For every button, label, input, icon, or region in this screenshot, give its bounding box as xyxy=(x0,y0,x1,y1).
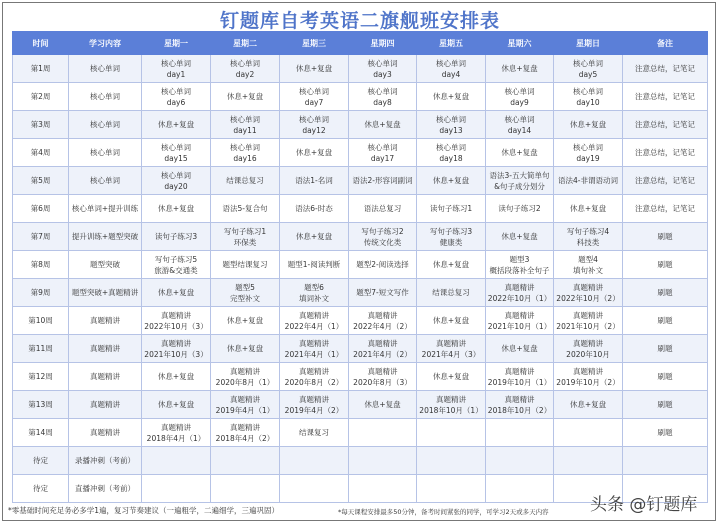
table-cell: 休息+复盘 xyxy=(142,111,211,139)
week-cell: 待定 xyxy=(13,447,69,475)
table-cell: 真题精讲 2021年10月（1） xyxy=(486,307,554,335)
column-header: 星期二 xyxy=(211,32,280,55)
table-row xyxy=(13,279,708,307)
week-cell: 第6周 xyxy=(13,195,69,223)
table-cell: 录播冲刺（考前） xyxy=(69,447,142,475)
table-cell: 核心单词 day17 xyxy=(349,139,417,167)
week-cell: 第13周 xyxy=(13,391,69,419)
week-cell: 第12周 xyxy=(13,363,69,391)
table-cell: 真题精讲 2019年10月（1） xyxy=(486,363,554,391)
table-cell xyxy=(486,475,554,503)
table-cell: 核心单词 day10 xyxy=(554,83,623,111)
table-cell: 休息+复盘 xyxy=(280,139,349,167)
table-cell xyxy=(142,447,211,475)
table-cell: 题型突破+真题精讲 xyxy=(69,279,142,307)
table-cell: 语法总复习 xyxy=(349,195,417,223)
table-cell: 真题精讲 2020年10月 xyxy=(554,335,623,363)
table-cell xyxy=(417,419,486,447)
table-cell: 真题精讲 xyxy=(69,419,142,447)
table-cell xyxy=(554,419,623,447)
table-cell: 休息+复盘 xyxy=(142,363,211,391)
footer-note-left: *零基础时间充足务必多学1遍，复习节奏建议（一遍粗学，二遍细学，三遍巩固） xyxy=(8,506,280,515)
table-cell: 题型5 完型补文 xyxy=(211,279,280,307)
table-cell xyxy=(349,447,417,475)
table-cell: 核心单词 day9 xyxy=(486,83,554,111)
table-cell: 核心单词 day5 xyxy=(554,55,623,83)
table-cell: 休息+复盘 xyxy=(142,279,211,307)
table-cell: 真题精讲 xyxy=(69,363,142,391)
table-cell: 写句子练习1 环保类 xyxy=(211,223,280,251)
table-cell: 刷题 xyxy=(623,307,708,335)
table-cell: 刷题 xyxy=(623,251,708,279)
table-cell: 真题精讲 2021年4月（2） xyxy=(349,335,417,363)
table-cell: 题型结课复习 xyxy=(211,251,280,279)
table-cell: 语法3-五大简单句 &句子成分划分 xyxy=(486,167,554,195)
column-header: 星期三 xyxy=(280,32,349,55)
table-cell: 休息+复盘 xyxy=(554,391,623,419)
column-header: 学习内容 xyxy=(69,32,142,55)
column-header: 星期四 xyxy=(349,32,417,55)
page-title: 钉题库自考英语二旗舰班安排表 xyxy=(219,10,500,32)
table-cell: 语法4-非谓语动词 xyxy=(554,167,623,195)
table-cell: 注意总结，记笔记 xyxy=(623,55,708,83)
table-cell: 核心单词 day20 xyxy=(142,167,211,195)
table-cell xyxy=(211,475,280,503)
table-cell: 结课总复习 xyxy=(417,279,486,307)
table-cell: 真题精讲 2021年10月（2） xyxy=(554,307,623,335)
table-cell: 真题精讲 2021年4月（3） xyxy=(417,335,486,363)
table-cell: 休息+复盘 xyxy=(486,335,554,363)
table-cell: 题型1-阅读判断 xyxy=(280,251,349,279)
week-cell: 第14周 xyxy=(13,419,69,447)
table-cell: 真题精讲 2021年4月（1） xyxy=(280,335,349,363)
table-row xyxy=(13,167,708,195)
table-cell: 核心单词 day16 xyxy=(211,139,280,167)
table-cell xyxy=(486,447,554,475)
table-cell: 注意总结，记笔记 xyxy=(623,83,708,111)
table-cell: 读句子练习2 xyxy=(486,195,554,223)
table-row xyxy=(13,55,708,83)
week-cell: 待定 xyxy=(13,475,69,503)
table-row xyxy=(13,223,708,251)
table-cell xyxy=(417,475,486,503)
table-cell: 真题精讲 2019年4月（2） xyxy=(280,391,349,419)
table-cell: 休息+复盘 xyxy=(280,223,349,251)
table-cell: 注意总结，记笔记 xyxy=(623,167,708,195)
table-cell: 真题精讲 2022年4月（1） xyxy=(280,307,349,335)
table-cell: 核心单词 day18 xyxy=(417,139,486,167)
table-cell: 语法1-名词 xyxy=(280,167,349,195)
table-cell: 核心单词 day19 xyxy=(554,139,623,167)
table-cell: 休息+复盘 xyxy=(211,335,280,363)
table-cell: 写句子练习5 旅游&交通类 xyxy=(142,251,211,279)
table-cell xyxy=(280,447,349,475)
week-cell: 第9周 xyxy=(13,279,69,307)
table-cell: 休息+复盘 xyxy=(486,139,554,167)
table-cell: 核心单词 day11 xyxy=(211,111,280,139)
week-cell: 第4周 xyxy=(13,139,69,167)
table-cell: 结课总复习 xyxy=(211,167,280,195)
table-cell: 休息+复盘 xyxy=(417,83,486,111)
table-cell: 真题精讲 2020年8月（1） xyxy=(211,363,280,391)
table-cell xyxy=(211,447,280,475)
table-cell: 语法2-形容词副词 xyxy=(349,167,417,195)
table-cell: 休息+复盘 xyxy=(554,195,623,223)
week-cell: 第5周 xyxy=(13,167,69,195)
table-cell xyxy=(349,475,417,503)
table-cell: 真题精讲 xyxy=(69,335,142,363)
table-cell: 直播冲刺（考前） xyxy=(69,475,142,503)
table-cell: 写句子练习4 科技类 xyxy=(554,223,623,251)
table-cell: 刷题 xyxy=(623,279,708,307)
column-header: 星期日 xyxy=(554,32,623,55)
week-cell: 第11周 xyxy=(13,335,69,363)
table-cell: 休息+复盘 xyxy=(417,167,486,195)
week-cell: 第10周 xyxy=(13,307,69,335)
table-cell: 题型4 填句补文 xyxy=(554,251,623,279)
header-row xyxy=(13,32,708,55)
table-cell: 核心单词 day15 xyxy=(142,139,211,167)
table-cell: 核心单词 day12 xyxy=(280,111,349,139)
table-cell: 休息+复盘 xyxy=(211,307,280,335)
table-cell: 注意总结，记笔记 xyxy=(623,111,708,139)
table-cell: 休息+复盘 xyxy=(417,363,486,391)
table-cell xyxy=(142,475,211,503)
table-row xyxy=(13,251,708,279)
table-cell: 读句子练习3 xyxy=(142,223,211,251)
table-cell: 写句子练习2 传统文化类 xyxy=(349,223,417,251)
table-cell: 核心单词 day3 xyxy=(349,55,417,83)
column-header: 星期一 xyxy=(142,32,211,55)
table-cell: 真题精讲 2022年4月（2） xyxy=(349,307,417,335)
table-row xyxy=(13,83,708,111)
table-row xyxy=(13,391,708,419)
table-cell: 休息+复盘 xyxy=(417,307,486,335)
table-cell xyxy=(280,475,349,503)
table-row xyxy=(13,195,708,223)
table-row xyxy=(13,111,708,139)
table-cell: 结课复习 xyxy=(280,419,349,447)
table-cell: 题型6 填词补文 xyxy=(280,279,349,307)
table-cell: 核心单词 xyxy=(69,83,142,111)
column-header: 备注 xyxy=(623,32,708,55)
table-row xyxy=(13,447,708,475)
table-cell: 休息+复盘 xyxy=(211,83,280,111)
table-cell: 休息+复盘 xyxy=(142,391,211,419)
table-cell xyxy=(554,447,623,475)
table-cell: 语法6-时态 xyxy=(280,195,349,223)
week-cell: 第2周 xyxy=(13,83,69,111)
table-cell: 语法5-复合句 xyxy=(211,195,280,223)
table-cell: 真题精讲 xyxy=(69,307,142,335)
table-cell: 真题精讲 2018年4月（2） xyxy=(211,419,280,447)
table-cell: 核心单词 xyxy=(69,167,142,195)
table-row xyxy=(13,419,708,447)
table-cell: 真题精讲 2020年8月（3） xyxy=(349,363,417,391)
table-row xyxy=(13,307,708,335)
table-cell: 题型突破 xyxy=(69,251,142,279)
column-header: 星期五 xyxy=(417,32,486,55)
column-header: 时间 xyxy=(13,32,69,55)
table-cell: 真题精讲 2019年10月（2） xyxy=(554,363,623,391)
table-cell: 核心单词 xyxy=(69,111,142,139)
table-row xyxy=(13,335,708,363)
table-cell: 休息+复盘 xyxy=(417,251,486,279)
table-cell: 刷题 xyxy=(623,391,708,419)
week-cell: 第3周 xyxy=(13,111,69,139)
table-cell: 真题精讲 2020年8月（2） xyxy=(280,363,349,391)
table-cell xyxy=(623,447,708,475)
table-cell: 真题精讲 2018年10月（1） xyxy=(417,391,486,419)
table-cell: 核心单词 day13 xyxy=(417,111,486,139)
table-cell: 注意总结，记笔记 xyxy=(623,139,708,167)
table-cell: 真题精讲 xyxy=(69,391,142,419)
table-cell: 核心单词 day8 xyxy=(349,83,417,111)
brand-watermark: 头条 @钉题库 xyxy=(590,495,698,515)
table-cell: 题型3 概括段落补全句子 xyxy=(486,251,554,279)
week-cell: 第8周 xyxy=(13,251,69,279)
table-cell xyxy=(349,419,417,447)
table-cell: 休息+复盘 xyxy=(280,55,349,83)
table-cell: 真题精讲 2022年10月（3） xyxy=(142,307,211,335)
table-row xyxy=(13,139,708,167)
table-cell: 提升训练+题型突破 xyxy=(69,223,142,251)
table-cell: 休息+复盘 xyxy=(349,111,417,139)
table-cell: 刷题 xyxy=(623,419,708,447)
table-cell xyxy=(486,419,554,447)
table-cell: 休息+复盘 xyxy=(486,55,554,83)
table-cell: 核心单词 xyxy=(69,139,142,167)
table-cell: 休息+复盘 xyxy=(554,111,623,139)
table-cell: 核心单词 day7 xyxy=(280,83,349,111)
table-cell: 核心单词 xyxy=(69,55,142,83)
table-cell: 休息+复盘 xyxy=(142,195,211,223)
footer-note-right: *每天课程安排最多50分钟，备考时间紧张的同学，可学习2天或多天内容 xyxy=(338,508,549,516)
table-cell: 休息+复盘 xyxy=(486,223,554,251)
table-cell: 核心单词 day4 xyxy=(417,55,486,83)
table-cell: 题型2-阅读选择 xyxy=(349,251,417,279)
table-cell: 核心单词 day14 xyxy=(486,111,554,139)
table-cell: 题型7-短文写作 xyxy=(349,279,417,307)
table-cell: 真题精讲 2021年10月（3） xyxy=(142,335,211,363)
table-cell: 核心单词 day6 xyxy=(142,83,211,111)
schedule-table xyxy=(12,31,708,503)
table-cell: 真题精讲 2022年10月（2） xyxy=(554,279,623,307)
table-cell: 真题精讲 2018年10月（2） xyxy=(486,391,554,419)
table-cell xyxy=(417,447,486,475)
table-cell: 写句子练习3 健康类 xyxy=(417,223,486,251)
column-header: 星期六 xyxy=(486,32,554,55)
table-cell: 核心单词+提升训练 xyxy=(69,195,142,223)
table-cell: 刷题 xyxy=(623,335,708,363)
table-cell: 读句子练习1 xyxy=(417,195,486,223)
table-cell: 休息+复盘 xyxy=(349,391,417,419)
table-cell: 真题精讲 2022年10月（1） xyxy=(486,279,554,307)
week-cell: 第1周 xyxy=(13,55,69,83)
table-cell: 注意总结，记笔记 xyxy=(623,195,708,223)
table-cell: 真题精讲 2019年4月（1） xyxy=(211,391,280,419)
table-row xyxy=(13,363,708,391)
table-cell: 核心单词 day1 xyxy=(142,55,211,83)
table-cell: 刷题 xyxy=(623,363,708,391)
week-cell: 第7周 xyxy=(13,223,69,251)
table-cell: 核心单词 day2 xyxy=(211,55,280,83)
table-cell: 刷题 xyxy=(623,223,708,251)
table-cell: 真题精讲 2018年4月（1） xyxy=(142,419,211,447)
